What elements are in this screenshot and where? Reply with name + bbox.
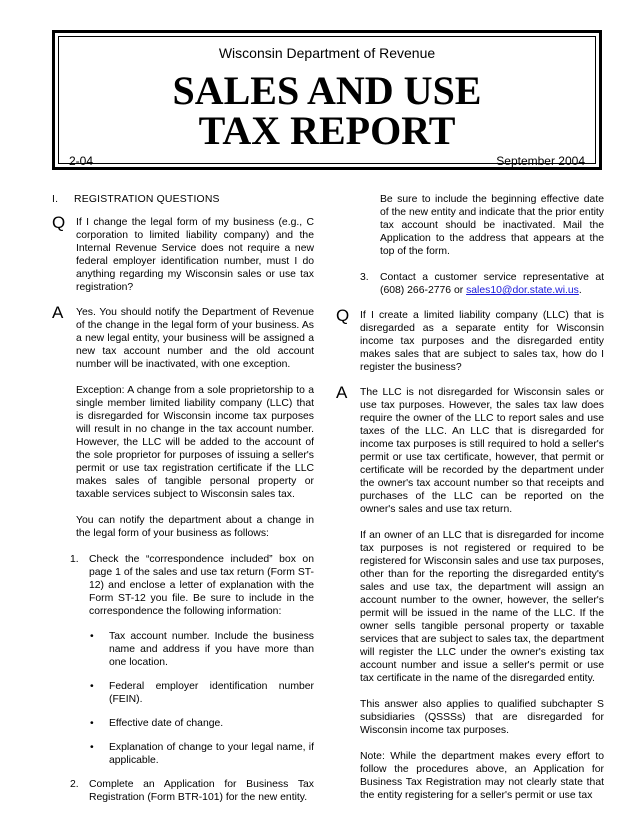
list-item-2-text: Complete an Application for Business Tax Registration (Form BTR-101) for the new entity. bbox=[89, 779, 314, 803]
list-number: 3. bbox=[360, 272, 369, 283]
question-marker: Q bbox=[336, 306, 350, 325]
title-line-1: SALES AND USE bbox=[172, 68, 482, 113]
report-title bbox=[59, 68, 595, 153]
question-2 bbox=[336, 306, 604, 374]
bullet-item bbox=[52, 717, 314, 730]
bullet-text: Tax account number. Include the business name and address if you have more than one location. bbox=[109, 631, 314, 668]
answer-1 bbox=[52, 303, 314, 540]
answer-marker: A bbox=[336, 383, 348, 402]
bullet-marker: • bbox=[90, 681, 94, 692]
header-inner-border bbox=[58, 36, 596, 168]
bullet-text: Explanation of change to your legal name, if applicable. bbox=[109, 742, 314, 766]
list-item-3 bbox=[336, 271, 604, 297]
list-number: 1. bbox=[70, 554, 79, 565]
list-item-1-text: Check the “correspondence included” box on page 1 of the sales and use tax return (Form ST-12) and enclose a letter of explanation with the Form ST-12 you file. Be sure to include in the correspondence the following information: bbox=[89, 554, 314, 617]
list-item-2-continued: Be sure to include the beginning effective date of the new entity and indicate that the prior entity tax account should be inactivated. Mail the Application to the address that appears at the top of the form. bbox=[380, 194, 604, 257]
bullet-item bbox=[52, 630, 314, 669]
notify-paragraph: You can notify the department about a change in the legal form of your business as follows: bbox=[76, 515, 314, 539]
note-paragraph: Note: While the department makes every effort to follow the procedures above, an Application for Business Tax Registration may not clearly state that the entity registering for a seller's permit or use tax bbox=[360, 751, 604, 801]
answer-1-text: Yes. You should notify the Department of Revenue of the change in the legal form of your business. As a new legal entity, your business will be assigned a new tax account number and the old account number will be inactivated, with one exception. bbox=[76, 307, 314, 370]
qsss-paragraph: This answer also applies to qualified subchapter S subsidiaries (QSSSs) that are disregarded for Wisconsin income tax purposes. bbox=[360, 699, 604, 736]
section-number: I. bbox=[52, 194, 59, 205]
bullet-item bbox=[52, 680, 314, 706]
bullet-text: Effective date of change. bbox=[109, 718, 224, 729]
list-item-1 bbox=[52, 553, 314, 618]
answer-marker: A bbox=[52, 303, 64, 322]
bullet-marker: • bbox=[90, 742, 94, 753]
bullet-marker: • bbox=[90, 631, 94, 642]
bullet-item bbox=[52, 741, 314, 767]
contact-text: Contact a customer service representative at (608) 266-2776 or bbox=[380, 272, 604, 296]
exception-paragraph: Exception: A change from a sole proprietorship to a single member limited liability company (LLC) that is disregarded for Wisconsin income tax purposes will result in no change in the tax account number. However, the LLC will be added to the account of the sole proprietor for purposes of issuing a seller's permit or use tax registration certificate if the LLC makes sales of tangible personal property or taxable services subject to Wisconsin sales tax. bbox=[76, 385, 314, 500]
owner-paragraph: If an owner of an LLC that is disregarded for income tax purposes is not registered or required to be registered for Wisconsin sales and use tax purposes, other than for the reporting the disregarded entity's sales and use tax, the department will assign an account number to the owner, however, the seller's permit will be issued in the name of the LLC. If the owner sells tangible personal property or taxable services that are subject to sales tax, the department will register the LLC under the owner's existing tax account number and issue a seller's permit or use tax certificate in the name of the disregarded entity. bbox=[360, 530, 604, 684]
revision-number: 2-04 bbox=[69, 154, 94, 168]
section-heading bbox=[52, 193, 314, 206]
answer-2-text: The LLC is not disregarded for Wisconsin sales or use tax purposes. However, the sales tax law does require the owner of the LLC to report sales and use taxes of the LLC. An LLC that is disregarded for income tax purposes is still required to hold a seller's permit or use tax certificate, however, that permit or certificate will be recorded by the department under the owner's tax account number so that receipts and purchases of the LLC can be reported on the owner's sales and use tax return. bbox=[360, 387, 604, 515]
question-1-text: If I change the legal form of my business (e.g., C corporation to limited liability company) and the Internal Revenue Service does not require a new federal employer identification number, must I do anything regarding my Wisconsin sales or use tax registration? bbox=[76, 217, 314, 293]
agency-name: Wisconsin Department of Revenue bbox=[218, 45, 436, 61]
question-1 bbox=[52, 213, 314, 294]
title-line-2: TAX REPORT bbox=[198, 108, 456, 153]
question-2-text: If I create a limited liability company (LLC) that is disregarded as a separate entity for Wisconsin income tax purposes and the disregarded entity makes sales that are subject to sales tax, how do I register the business? bbox=[360, 310, 604, 373]
bullet-marker: • bbox=[90, 718, 94, 729]
section-title: REGISTRATION QUESTIONS bbox=[74, 194, 220, 205]
question-marker: Q bbox=[52, 213, 66, 232]
list-item-3-text bbox=[380, 271, 604, 297]
issue-date: September 2004 bbox=[496, 154, 585, 168]
right-column bbox=[336, 193, 604, 814]
answer-2 bbox=[336, 383, 604, 802]
report-header bbox=[52, 30, 602, 170]
left-column bbox=[52, 193, 314, 816]
contact-end: . bbox=[578, 285, 582, 296]
email-link[interactable]: sales10@dor.state.wi.us bbox=[466, 285, 579, 296]
bullet-text: Federal employer identification number (FEIN). bbox=[109, 681, 314, 705]
list-item-2 bbox=[52, 778, 314, 804]
list-number: 2. bbox=[70, 779, 79, 790]
